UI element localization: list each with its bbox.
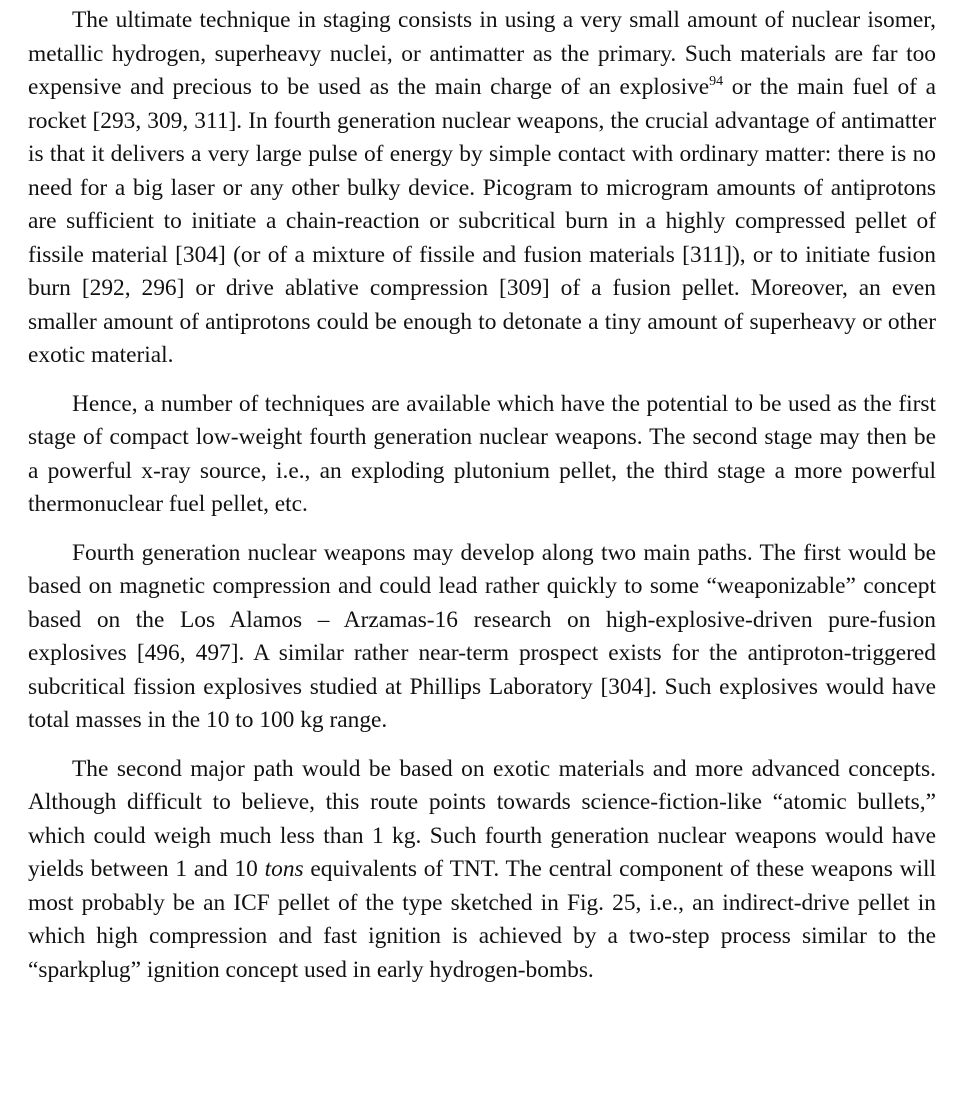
paragraph-text: equivalents of TNT. The central component of these weapons will most probably be an ICF pellet of the type sketched in Fig. 25, i.e., an indirect-drive pellet in which high compression and fast ignition is achieved by a two-step process similar to the “sparkplug” ignition concept used in early hydrogen-bombs. [28, 856, 936, 983]
paragraph-text: Hence, a number of techniques are available which have the potential to be used as the first stage of compact low-weight fourth generation nuclear weapons. The second stage may then be a powerful x-ray source, i.e., an exploding plutonium pellet, the third stage a more powerful thermonuclear fuel pellet, etc. [28, 390, 936, 517]
paragraph-first-stage-techniques [28, 388, 936, 522]
paragraph-second-major-path [28, 753, 936, 988]
paragraph-staging-primary [28, 4, 936, 373]
paragraph-two-main-paths [28, 537, 936, 738]
paragraph-text: The ultimate technique in staging consists in using a very small amount of nuclear isomer, metallic hydrogen, superheavy nuclei, or antimatter as the primary. Such materials are far too expensive and precious to be used as the main charge of an explosive [28, 7, 936, 100]
emphasis-text: tons [264, 856, 304, 882]
paragraph-text: Fourth generation nuclear weapons may develop along two main paths. The first would be based on magnetic compression and could lead rather quickly to some “weaponizable” concept based on the Los Alamos – Arzamas-16 research on high-explosive-driven pure-fusion explosives [496, 497]. A similar rather near-term prospect exists for the antiproton-triggered subcritical fission explosives studied at Phillips Laboratory [304]. Such explosives would have total masses in the 10 to 100 kg range. [28, 539, 936, 733]
footnote-marker: 94 [709, 74, 724, 89]
document-page [28, 4, 936, 987]
paragraph-text: The second major path would be based on exotic materials and more advanced concepts. Although difficult to believe, this route points towards science-fiction-like “atomic bullets,” which could weigh much less than 1 kg. Such fourth generation nuclear weapons would have yields between 1 and 10 [28, 755, 936, 882]
paragraph-text: or the main fuel of a rocket [293, 309, 311]. In fourth generation nuclear weapons, the crucial advantage of antimatter is that it delivers a very large pulse of energy by simple contact with ordinary matter: there is no need for a big laser or any other bulky device. Picogram to microgram amounts of antiprotons are sufficient to initiate a chain-reaction or subcritical burn in a highly compressed pellet of fissile material [304] (or of a mixture of fissile and fusion materials [311]), or to initiate fusion burn [292, 296] or drive ablative compression [309] of a fusion pellet. Moreover, an even smaller amount of antiprotons could be enough to detonate a tiny amount of superheavy or other exotic material. [28, 74, 936, 368]
